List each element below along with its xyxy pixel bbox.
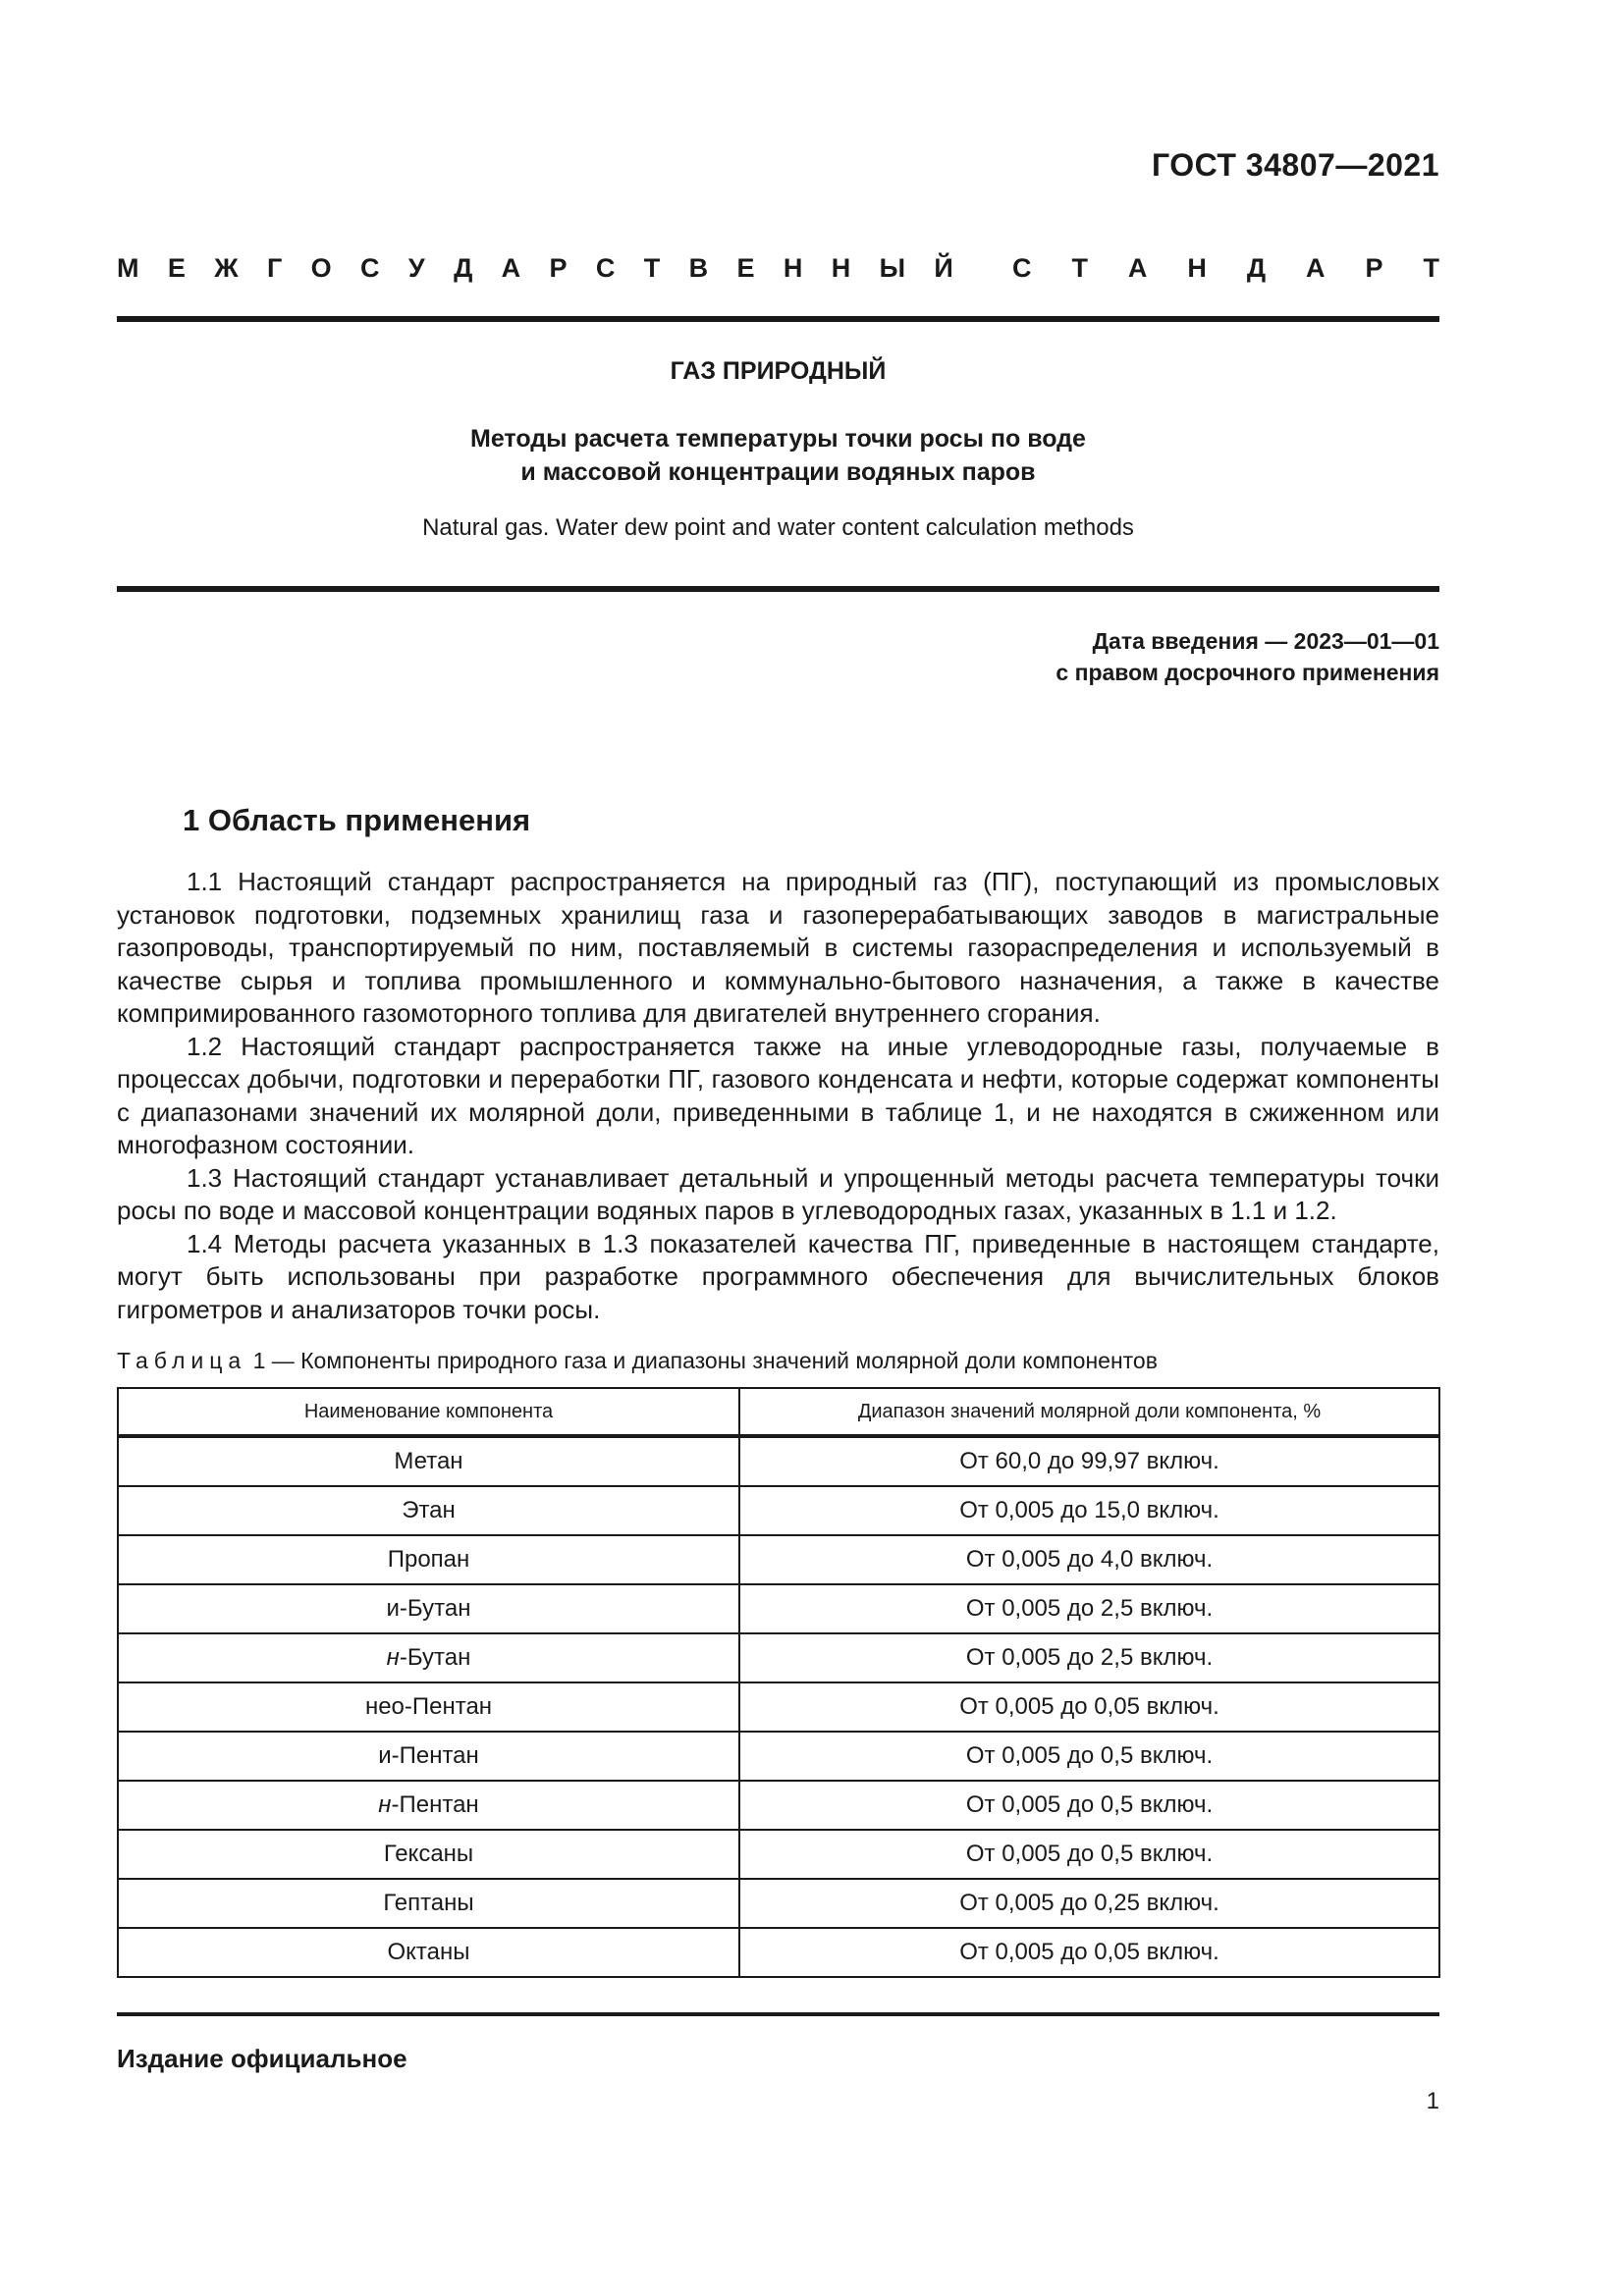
molar-range-cell: От 0,005 до 0,5 включ. [739,1781,1439,1830]
component-prefix: н [386,1644,400,1671]
component-name: Гексаны [383,1841,474,1867]
gost-code: ГОСТ 34807—2021 [1151,147,1439,183]
component-name-cell [118,1879,739,1928]
component-name-cell [118,1928,739,1977]
table-caption-text: 1 — Компоненты природного газа и диапазоны значений молярной доли компонентов [246,1348,1158,1373]
component-name-cell [118,1633,739,1682]
paragraph-1-1: 1.1 Настоящий стандарт распространяется на природный газ (ПГ), поступающий из промысловых установок подготовки, подземных хранилищ газа и газоперерабатывающих заводов в магистральные газопроводы, транспортируемый по ним, поставляемый в системы газораспределения и используемый в качестве сырья и топлива промышленного и коммунально-бытового назначения, а также в качестве компримированного газомоторного топлива для двигателей внутреннего сгорания. [117,867,1439,1028]
molar-range-cell: От 0,005 до 0,05 включ. [739,1682,1439,1732]
component-name-cell [118,1535,739,1584]
component-name: Октаны [387,1939,470,1965]
document-subtitle [117,422,1439,489]
component-name: Гептаны [383,1890,474,1916]
component-prefix: н [378,1791,392,1818]
molar-range-cell: От 0,005 до 0,5 включ. [739,1732,1439,1781]
component-name-cell [118,1584,739,1633]
component-name-cell [118,1830,739,1879]
page-number: 1 [1426,2088,1439,2114]
english-title: Natural gas. Water dew point and water content calculation methods [422,514,1134,541]
table-row [118,1436,1439,1486]
paragraph-1-3: 1.3 Настоящий стандарт устанавливает детальный и упрощенный методы расчета температуры точки росы по воде и массовой концентрации водяных паров в углеводородных газах, указанных в 1.1 и 1.2. [117,1162,1439,1225]
table-caption [117,1348,1158,1374]
component-name: нео-Пентан [364,1693,493,1720]
section-body [117,866,1439,1326]
top-divider [117,316,1439,322]
table-row [118,1830,1439,1879]
molar-range-cell: От 0,005 до 2,5 включ. [739,1633,1439,1682]
header-molar-range: Диапазон значений молярной доли компонента, % [739,1388,1439,1436]
paragraph-1-2: 1.2 Настоящий стандарт распространяется также на иные углеводородные газы, получаемые в процессах добычи, подготовки и переработки ПГ, газового конденсата и нефти, которые содержат компоненты с диапазонами значений их молярной доли, приведенными в таблице 1, и не находятся в сжиженном или многофазном состоянии. [117,1031,1439,1159]
table-caption-label: Таблица [117,1348,247,1373]
footer-divider [117,2012,1439,2016]
official-edition-label: Издание официальное [117,2044,407,2073]
paragraph-1-4: 1.4 Методы расчета указанных в 1.3 показателей качества ПГ, приведенные в настоящем стандарте, могут быть использованы при разработке программного обеспечения для вычислительных блоков гигрометров и анализаторов точки росы. [117,1228,1439,1324]
table-row [118,1928,1439,1977]
subtitle-line-2: и массовой концентрации водяных паров [520,458,1036,486]
molar-range-cell: От 0,005 до 15,0 включ. [739,1486,1439,1535]
molar-range-cell: От 0,005 до 4,0 включ. [739,1535,1439,1584]
table-row [118,1732,1439,1781]
table-header-row [118,1388,1439,1436]
component-name-cell [118,1682,739,1732]
introduction-date-line: Дата введения — 2023—01—01 [1092,628,1439,654]
standard-type [117,253,1439,284]
component-name-cell [118,1486,739,1535]
subtitle-line-1: Методы расчета температуры точки росы по воде [470,425,1086,453]
header-component-name: Наименование компонента [118,1388,739,1436]
section-heading: 1 Область применения [183,803,531,837]
component-name: Метан [394,1448,463,1474]
component-name: Пропан [387,1546,470,1573]
component-name: -Пентан [391,1791,479,1818]
table-row [118,1535,1439,1584]
table-row [118,1633,1439,1682]
table-body [118,1436,1439,1977]
molar-range-cell: От 0,005 до 0,5 включ. [739,1830,1439,1879]
title-divider [117,586,1439,592]
table-row [118,1486,1439,1535]
molar-range-cell: От 0,005 до 0,05 включ. [739,1928,1439,1977]
standard-type-word1: М Е Ж Г О С У Д А Р С Т В Е Н Н Ы Й [117,253,953,283]
molar-range-cell: От 0,005 до 2,5 включ. [739,1584,1439,1633]
molar-range-cell: От 0,005 до 0,25 включ. [739,1879,1439,1928]
component-name: Этан [402,1497,456,1523]
table-row [118,1879,1439,1928]
component-name-cell [118,1732,739,1781]
standard-type-word2: С Т А Н Д А Р Т [1012,253,1439,283]
molar-range-cell: От 60,0 до 99,97 включ. [739,1436,1439,1486]
introduction-date [1056,625,1439,688]
component-name: -Бутан [399,1644,471,1671]
component-name-cell [118,1781,739,1830]
document-title: ГАЗ ПРИРОДНЫЙ [670,357,887,385]
table-row [118,1584,1439,1633]
component-name: и-Бутан [386,1595,471,1622]
table-row [118,1781,1439,1830]
table-row [118,1682,1439,1732]
component-name: и-Пентан [378,1742,479,1769]
component-name-cell [118,1436,739,1486]
early-application-line: с правом досрочного применения [1056,660,1439,685]
components-table [117,1387,1440,1978]
